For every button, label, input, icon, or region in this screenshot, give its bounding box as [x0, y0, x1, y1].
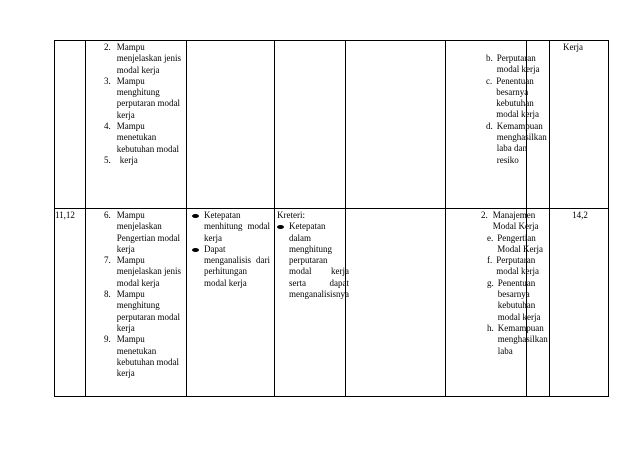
week-value: 11,12	[55, 210, 75, 220]
materials-column-row2	[481, 210, 551, 357]
list-item: f. Perputaran modal kerja	[487, 255, 539, 277]
bullet-icon	[192, 210, 204, 244]
materials-lead: Kerja	[563, 42, 583, 52]
list-item: Dapat menganalisis dari perhitungan modal kerja	[192, 244, 270, 289]
list-item: g. Penentuan besarnya kebutuhan modal kerja	[487, 277, 541, 322]
list-item: h. Kemampuan menghasilkan laba	[487, 322, 548, 356]
list-item: 6. Mampu menjelaskan Pengertian modal kerja	[104, 210, 180, 254]
objectives-list	[104, 210, 182, 379]
list-item: 2. Mampu menjelaskan jenis modal kerja	[104, 42, 181, 75]
materials-text-cell	[550, 41, 609, 209]
list-item: b. Perputaran modal kerja	[486, 53, 540, 75]
indicator-list	[192, 210, 270, 289]
list-item: d. Kemampuan menghasilkan laba dan resiko	[486, 120, 547, 165]
list-item: Ketepatan menhitung modal kerja	[192, 210, 270, 244]
list-item: 8. Mampu menghitung perputaran modal kerja	[104, 289, 180, 333]
materials-list	[481, 233, 551, 357]
list-item: 9. Mampu menetukan kebutuhan modal kerja	[104, 334, 179, 379]
method-cell	[346, 209, 446, 397]
objectives-cell	[86, 41, 187, 209]
bullet-icon	[277, 221, 289, 300]
materials-text-cell	[550, 209, 609, 397]
list-item: 4. Mampu menetukan kebutuhan modal	[104, 121, 179, 154]
objectives-list	[104, 42, 182, 166]
indicator-cell	[187, 209, 275, 397]
list-item: 3. Mampu menghitung perputaran modal kerja	[104, 75, 180, 120]
week-cell	[55, 41, 86, 209]
criteria-cell	[275, 41, 346, 209]
list-item: Ketepatan dalam menghitung perputaran modal kerja serta dapat menganalisisnya	[277, 221, 342, 300]
objectives-cell	[86, 209, 187, 397]
bullet-icon	[192, 244, 204, 289]
materials-column-row1	[486, 53, 548, 166]
materials-heading: 2. Manajemen Modal Kerja	[481, 210, 539, 232]
list-item: 5. kerja	[104, 154, 138, 165]
list-item: c. Penentuan besarnya kebutuhan modal kerja	[486, 75, 539, 120]
indicator-cell	[187, 41, 275, 209]
method-cell	[346, 41, 446, 209]
weight-value: 14,2	[572, 210, 588, 220]
list-item: 7. Mampu menjelaskan jenis modal kerja	[104, 255, 181, 288]
list-item: e. Pengertian Modal Kerja	[487, 232, 543, 254]
criteria-list	[277, 221, 349, 300]
week-cell	[55, 209, 86, 397]
criteria-title: Kreteri:	[277, 210, 305, 220]
materials-list	[486, 53, 548, 166]
criteria-cell	[275, 209, 349, 397]
